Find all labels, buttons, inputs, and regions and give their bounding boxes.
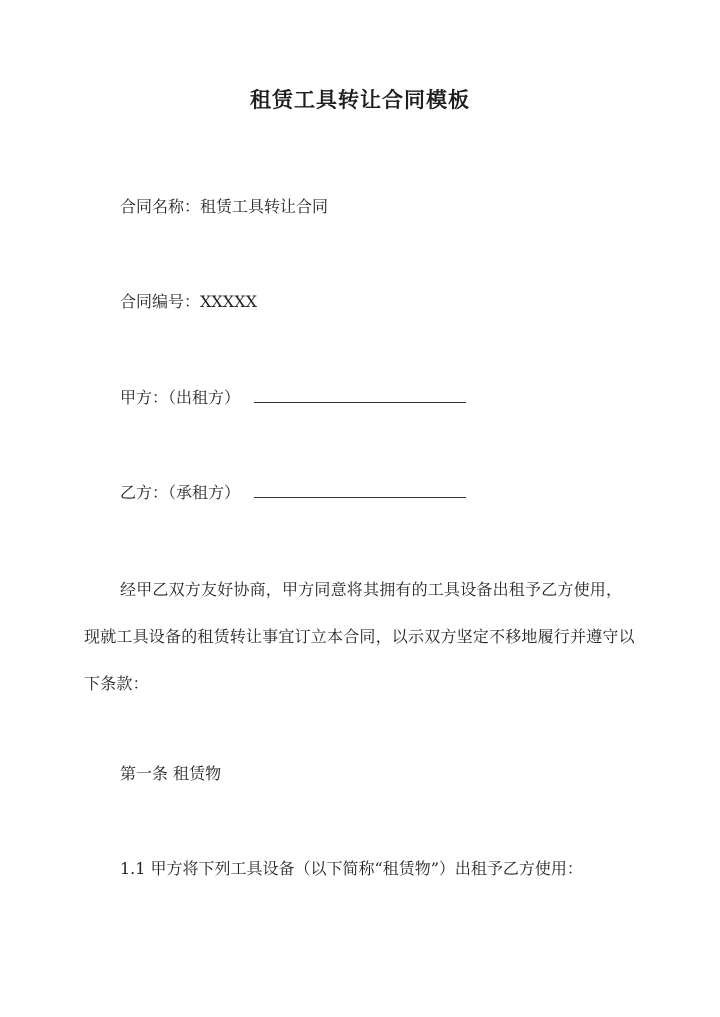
contract-number-line xyxy=(120,290,257,314)
party-b-label: 乙方：（承租方） xyxy=(120,483,241,502)
party-a-label: 甲方：（出租方） xyxy=(120,388,241,407)
contract-name-line xyxy=(120,195,328,219)
party-b-line xyxy=(120,481,466,505)
party-b-blank xyxy=(254,483,466,498)
clause-1-1: 1.1 甲方将下列工具设备（以下简称“租赁物”）出租予乙方使用： xyxy=(120,859,583,878)
contract-number-value: XXXXX xyxy=(200,292,257,311)
contract-name-value: 租赁工具转让合同 xyxy=(200,197,329,216)
contract-number-label: 合同编号： xyxy=(120,292,201,311)
article-1-heading: 第一条 租赁物 xyxy=(120,764,222,783)
party-a-blank xyxy=(254,388,466,403)
document-title: 租赁工具转让合同模板 xyxy=(250,87,470,112)
intro-paragraph: 经甲乙双方友好协商，甲方同意将其拥有的工具设备出租予乙方使用，现就工具设备的租赁转让事宜订立本合同，以示双方坚定不移地履行并遵守以下条款： xyxy=(84,580,635,693)
party-a-line xyxy=(120,386,466,410)
contract-name-label: 合同名称： xyxy=(120,197,201,216)
